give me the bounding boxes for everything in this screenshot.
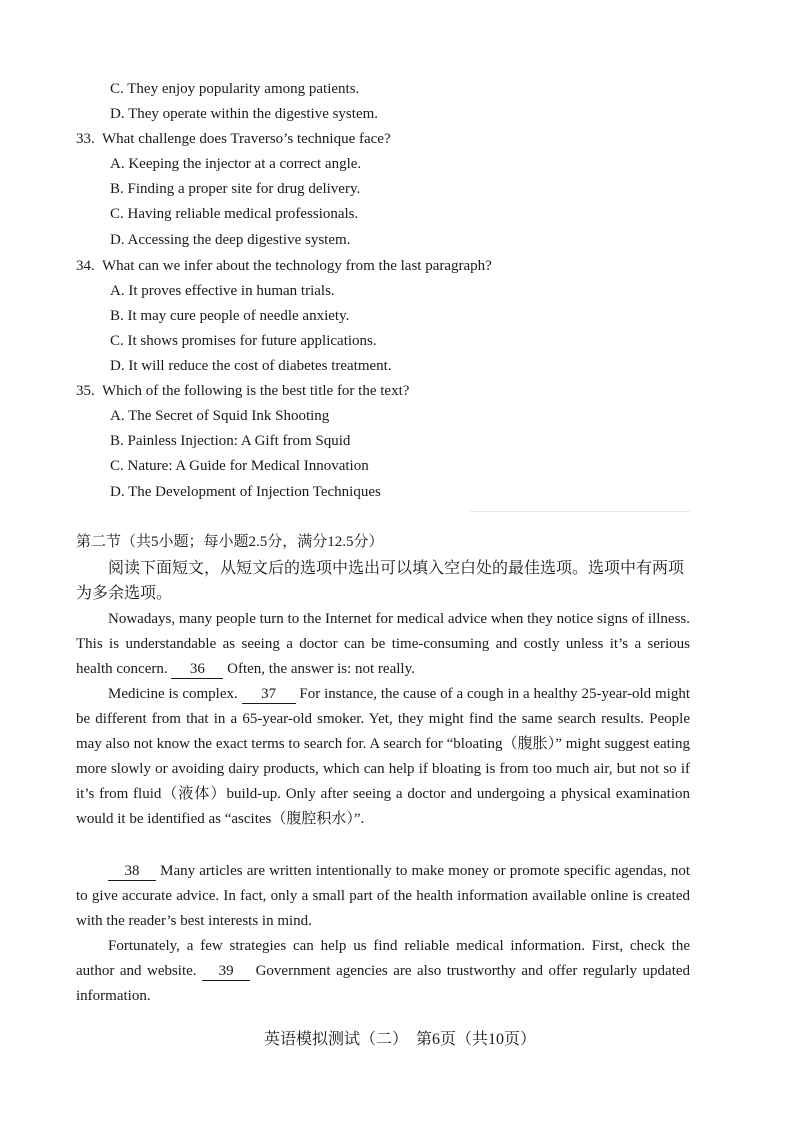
section2-heading: 第二节（共5小题；每小题2.5分，满分12.5分） [76,534,384,550]
option-32-d: D. They operate within the digestive system. [110,106,379,122]
option-34-b: B. It may cure people of needle anxiety. [110,308,350,324]
blank-36[interactable]: 36 [171,660,223,679]
option-33-b: B. Finding a proper site for drug delivery. [110,181,361,197]
passage-paragraph-4: Fortunately, a few strategies can help us find reliable medical information. First, check the author and website. 39 Government agencies are also trustworthy and offer regularly updated information. [76,938,691,1005]
question-35-stem: 35. Which of the following is the best title for the text? [76,383,410,399]
blank-39[interactable]: 39 [202,962,250,981]
page-footer: 英语模拟测试（二） 第6页（共10页） [263,1031,536,1048]
option-33-a: A. Keeping the injector at a correct angle. [110,156,362,172]
passage-paragraph-2: Medicine is complex. 37 For instance, the cause of a cough in a healthy 25-year-old might be different from that in a 65-year-old smoker. Yet, they might find the same search results. People may also not know the exact terms to search for. A search for “bloating（腹胀）” might suggest eating more slowly or avoiding dairy products, which can help if bloating is from too much air, but not so if it’s from fluid（液体）build-up. Only after seeing a doctor and undergoing a physical examination would it be identified as “ascites（腹腔积水）”. [76,686,690,828]
passage-paragraph-1: Nowadays, many people turn to the Internet for medical advice when they notice signs of illness. This is understandable as seeing a doctor can be time-consuming and costly unless it’s a serious health concern. 36 Often, the answer is: not really. [76,611,690,678]
option-34-a: A. It proves effective in human trials. [110,283,335,299]
passage-paragraph-3: 38 Many articles are written intentionally to make money or promote specific agendas, not to give accurate advice. In fact, only a small part of the health information available online is created with the reader’s best interests in mind. [76,863,691,930]
option-35-b: B. Painless Injection: A Gift from Squid [110,433,351,449]
blank-37[interactable]: 37 [242,685,296,704]
section2-instruction: 阅读下面短文，从短文后的选项中选出可以填入空白处的最佳选项。选项中有两项为多余选项。 [76,560,685,602]
blank-38[interactable]: 38 [108,862,156,881]
option-33-c: C. Having reliable medical professionals. [110,206,359,222]
option-35-c: C. Nature: A Guide for Medical Innovation [110,458,369,474]
scan-artifact-line [470,511,690,512]
option-34-c: C. It shows promises for future applications. [110,333,377,349]
option-35-a: A. The Secret of Squid Ink Shooting [110,408,330,424]
option-33-d: D. Accessing the deep digestive system. [110,232,351,248]
option-35-d: D. The Development of Injection Techniques [110,484,381,500]
question-34-stem: 34. What can we infer about the technology from the last paragraph? [76,258,492,274]
option-32-c: C. They enjoy popularity among patients. [110,81,360,97]
question-33-stem: 33. What challenge does Traverso’s technique face? [76,131,391,147]
option-34-d: D. It will reduce the cost of diabetes treatment. [110,358,392,374]
